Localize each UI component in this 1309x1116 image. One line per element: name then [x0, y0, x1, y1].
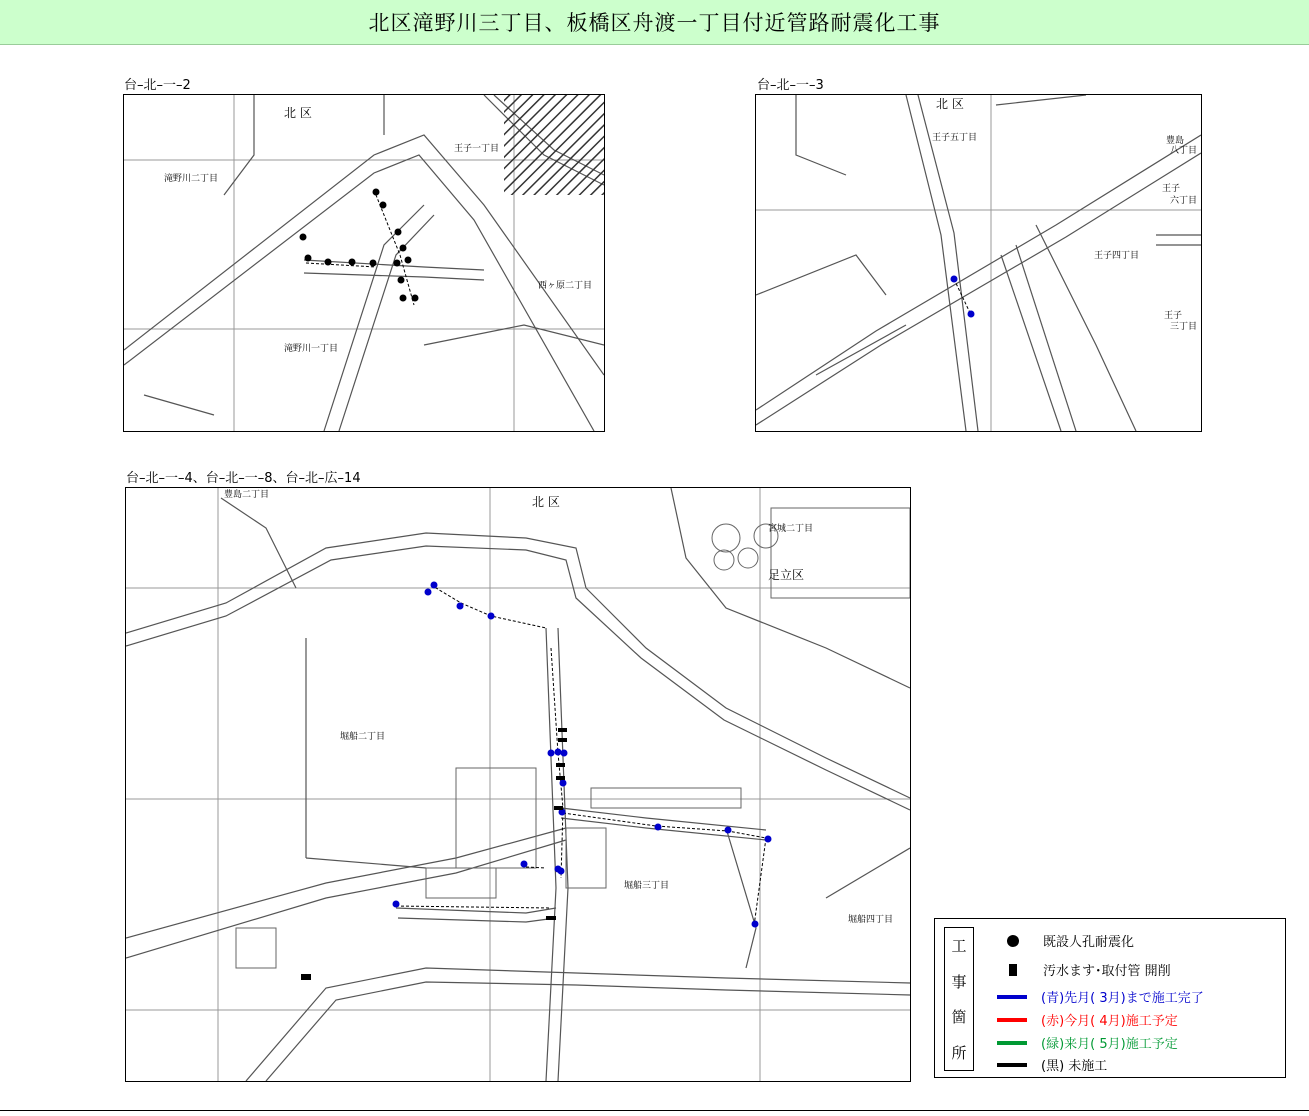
map3-text-0: 豊島二丁目	[224, 490, 270, 500]
map1-label: 台–北–一–2	[124, 78, 191, 93]
legend-title	[944, 927, 974, 1071]
legend-item-label: 汚水ます･取付管 開削	[1043, 964, 1171, 979]
map2-label: 台–北–一–3	[757, 78, 824, 93]
map2-text-7: 王子	[1164, 311, 1183, 321]
map2-text-5: 六丁目	[1170, 196, 1198, 206]
map2-text-3: 八丁目	[1170, 146, 1198, 156]
legend-title-char: 所	[951, 1043, 967, 1062]
legend-item-completed	[997, 987, 1204, 1006]
map3-panel	[125, 487, 911, 1082]
legend-box	[934, 918, 1286, 1078]
blue-line-icon	[997, 995, 1027, 999]
square-icon	[1009, 964, 1017, 976]
red-line-icon	[997, 1018, 1027, 1022]
map3-label: 台–北–一–4、台–北–一–8、台–北–広–14	[126, 471, 361, 486]
green-line-icon	[997, 1041, 1027, 1045]
page-title: 北区滝野川三丁目、板橋区舟渡一丁目付近管路耐震化工事	[368, 11, 941, 35]
map3-text-5: 堀船三丁目	[624, 881, 670, 891]
map3-service-pipes	[301, 728, 567, 980]
map3-text-4: 堀船二丁目	[340, 732, 386, 742]
map1-panel	[123, 94, 605, 432]
map2-text-0: 北 区	[936, 97, 964, 111]
legend-item-label: (緑)来月( 5月)施工予定	[1041, 1037, 1178, 1052]
dot-icon	[1007, 935, 1019, 947]
map2-text-6: 王子四丁目	[1094, 251, 1140, 261]
map3-svg	[126, 488, 910, 1081]
map3-manholes	[393, 582, 772, 928]
map1-text-4: 滝野川一丁目	[284, 344, 339, 354]
footer-divider	[0, 1110, 1309, 1111]
map3-text-6: 堀船四丁目	[848, 915, 894, 925]
legend-item-label: (黒) 未施工	[1041, 1059, 1108, 1074]
black-line-icon	[997, 1063, 1027, 1067]
map3-text-1: 北 区	[532, 495, 560, 509]
map1-text-2: 滝野川二丁目	[164, 174, 219, 184]
map3-text-2: 宮城二丁目	[768, 524, 814, 534]
legend-item-label: (青)先月( 3月)まで施工完了	[1041, 991, 1204, 1006]
page-title-bar	[0, 0, 1309, 45]
legend-item-not-started	[997, 1055, 1107, 1074]
map1-text-1: 王子一丁目	[454, 144, 500, 154]
map2-svg	[756, 95, 1201, 431]
map3-text-3: 足立区	[768, 568, 805, 582]
map2-text-1: 王子五丁目	[932, 133, 978, 143]
legend-item-existing-manhole	[997, 931, 1134, 950]
map2-manholes	[951, 276, 975, 318]
map1-text-3: 西ヶ原二丁目	[538, 281, 593, 291]
map2-text-8: 三丁目	[1170, 322, 1198, 332]
map2-text-4: 王子	[1162, 184, 1181, 194]
map1-svg	[124, 95, 604, 431]
map2-text-2: 豊島	[1166, 136, 1185, 146]
legend-item-label: (赤)今月( 4月)施工予定	[1041, 1014, 1178, 1029]
legend-title-char: 箇	[951, 1008, 967, 1027]
legend-item-service-pipe	[997, 960, 1171, 979]
map1-text-0: 北 区	[284, 106, 312, 120]
map2-panel	[755, 94, 1202, 432]
legend-item-next-month	[997, 1033, 1178, 1052]
legend-item-label: 既設人孔耐震化	[1043, 935, 1135, 950]
legend-item-this-month	[997, 1010, 1178, 1029]
map1-manholes	[300, 189, 419, 302]
legend-title-char: 事	[951, 972, 967, 991]
legend-title-char: 工	[951, 937, 967, 956]
